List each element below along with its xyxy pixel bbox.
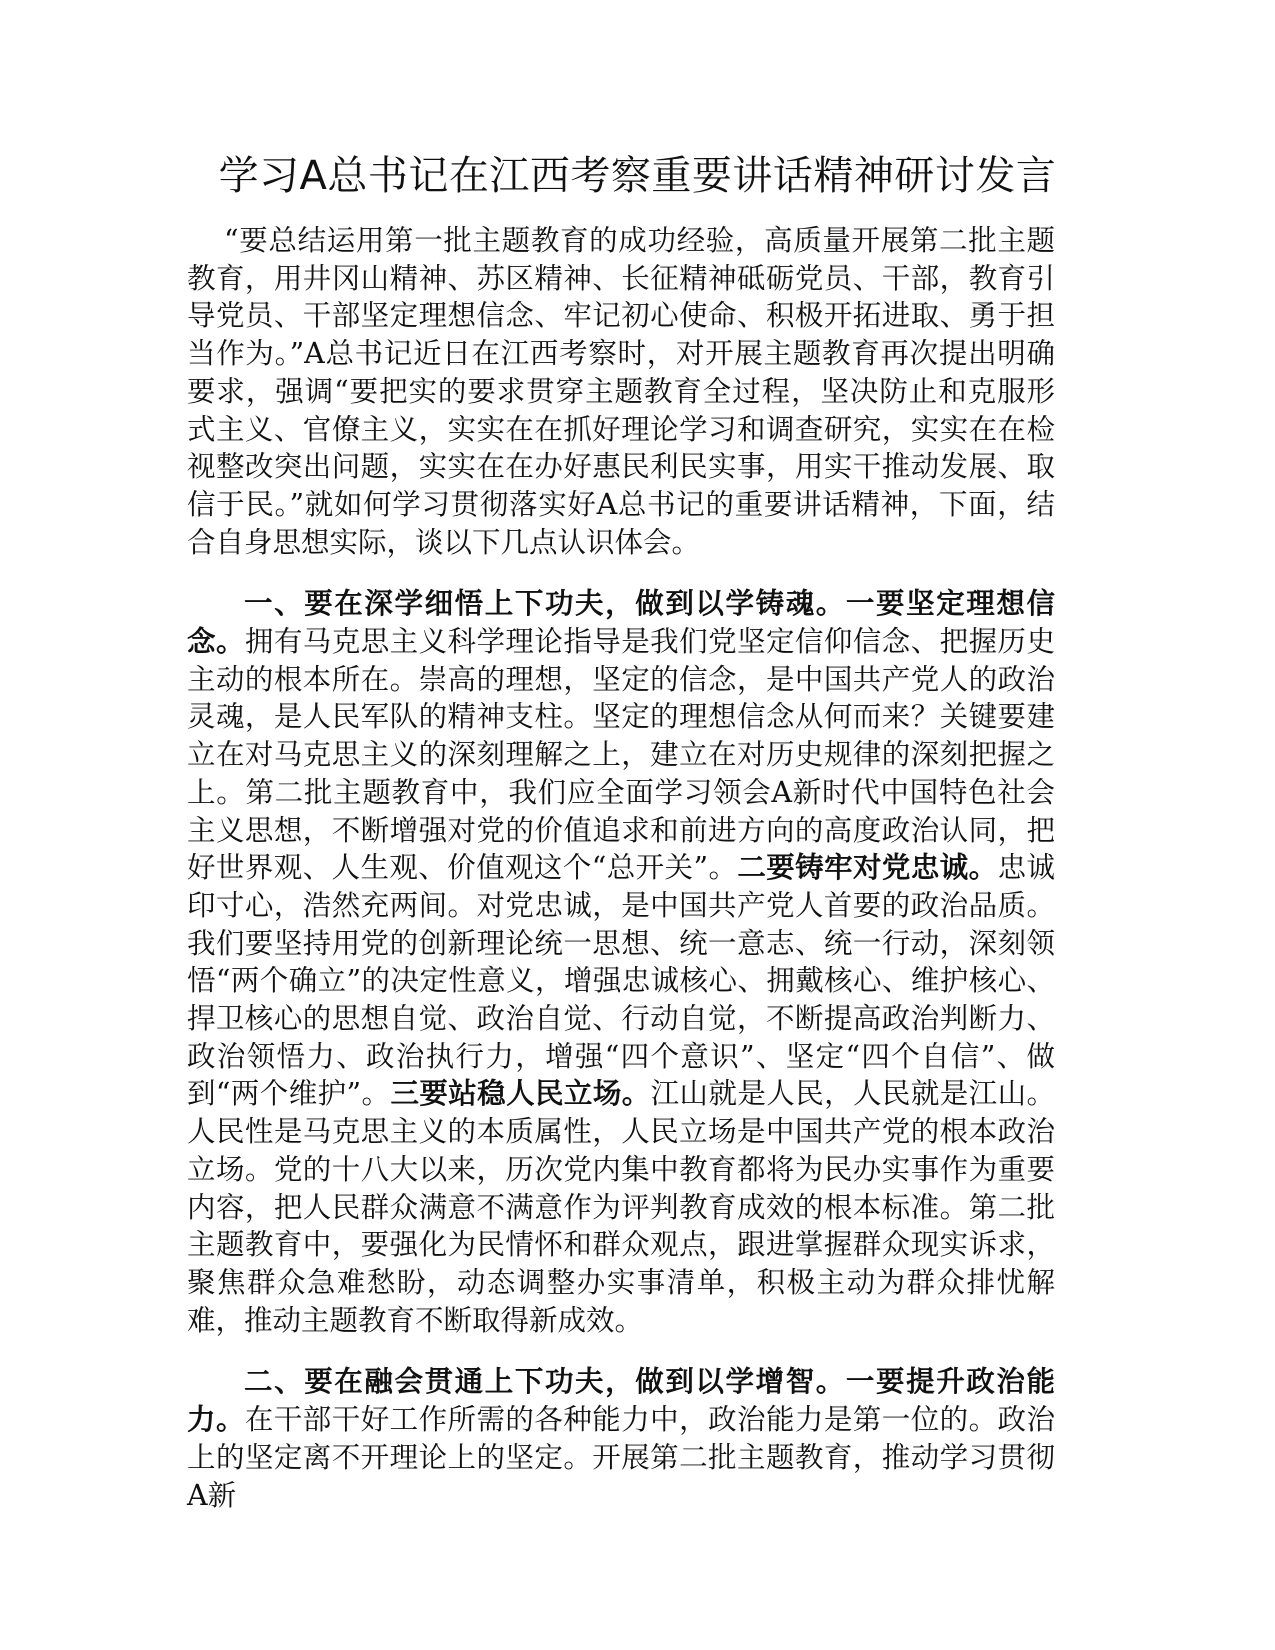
section-1-point-1: 一要坚定理想信念。 <box>187 586 1055 659</box>
section-1-point-3: 三要站稳人民立场。 <box>390 1076 651 1111</box>
section-2-point-1: 一要提升政治能力。 <box>187 1364 1055 1437</box>
section-2-paragraph <box>187 1363 1055 1514</box>
section-1-heading: 一、要在深学细悟上下功夫，做到以学铸魂。 <box>244 586 846 621</box>
section-2-text-1: 在干部干好工作所需的各种能力中，政治能力是第一位的。政治上的坚定离不开理论上的坚定。开展第二批主题教育，推动学习贯彻A新 <box>187 1403 1055 1512</box>
section-1-text-3: 江山就是人民，人民就是江山。人民性是马克思主义的本质属性，人民立场是中国共产党的根本政治立场。党的十八大以来，历次党内集中教育都将为民办实事作为重要内容，把人民群众满意不满意作为评判教育成效的根本标准。第二批主题教育中，要强化为民情怀和群众观点，跟进掌握群众现实诉求，聚焦群众急难愁盼，动态调整办实事清单，积极主动为群众排忧解难，推动主题教育不断取得新成效。 <box>187 1077 1055 1337</box>
document-body <box>187 222 1055 1514</box>
section-1-point-2: 二要铸牢对党忠诚。 <box>737 850 998 885</box>
section-1-paragraph <box>187 585 1055 1339</box>
section-1-text-1: 拥有马克思主义科学理论指导是我们党坚定信仰信念、把握历史主动的根本所在。崇高的理想，坚定的信念，是中国共产党人的政治灵魂，是人民军队的精神支柱。坚定的理想信念从何而来？关键要建立在对马克思主义的深刻理解之上，建立在对历史规律的深刻把握之上。第二批主题教育中，我们应全面学习领会A新时代中国特色社会主义思想，不断增强对党的价值追求和前进方向的高度政治认同，把好世界观、人生观、价值观这个“总开关”。 <box>187 625 1055 885</box>
document-title: 学习A总书记在江西考察重要讲话精神研讨发言 <box>218 153 1057 199</box>
section-1-text-2: 忠诚印寸心，浩然充两间。对党忠诚，是中国共产党人首要的政治品质。我们要坚持用党的创新理论统一思想、统一意志、统一行动，深刻领悟“两个确立”的决定性意义，增强忠诚核心、拥戴核心、维护核心、捍卫核心的思想自觉、政治自觉、行动自觉，不断提高政治判断力、政治领悟力、政治执行力，增强“四个意识”、坚定“四个自信”、做到“两个维护”。 <box>187 851 1055 1111</box>
intro-paragraph: “要总结运用第一批主题教育的成功经验，高质量开展第二批主题教育，用井冈山精神、苏区精神、长征精神砥砺党员、干部，教育引导党员、干部坚定理想信念、牢记初心使命、积极开拓进取、勇于担当作为。”A总书记近日在江西考察时，对开展主题教育再次提出明确要求，强调“要把实的要求贯穿主题教育全过程，坚决防止和克服形式主义、官僚主义，实实在在抓好理论学习和调查研究，实实在在检视整改突出问题，实实在在办好惠民利民实事，用实干推动发展、取信于民。”就如何学习贯彻落实好A总书记的重要讲话精神，下面，结合自身思想实际，谈以下几点认识体会。 <box>187 224 1055 559</box>
section-2-heading: 二、要在融会贯通上下功夫，做到以学增智。 <box>244 1364 846 1399</box>
